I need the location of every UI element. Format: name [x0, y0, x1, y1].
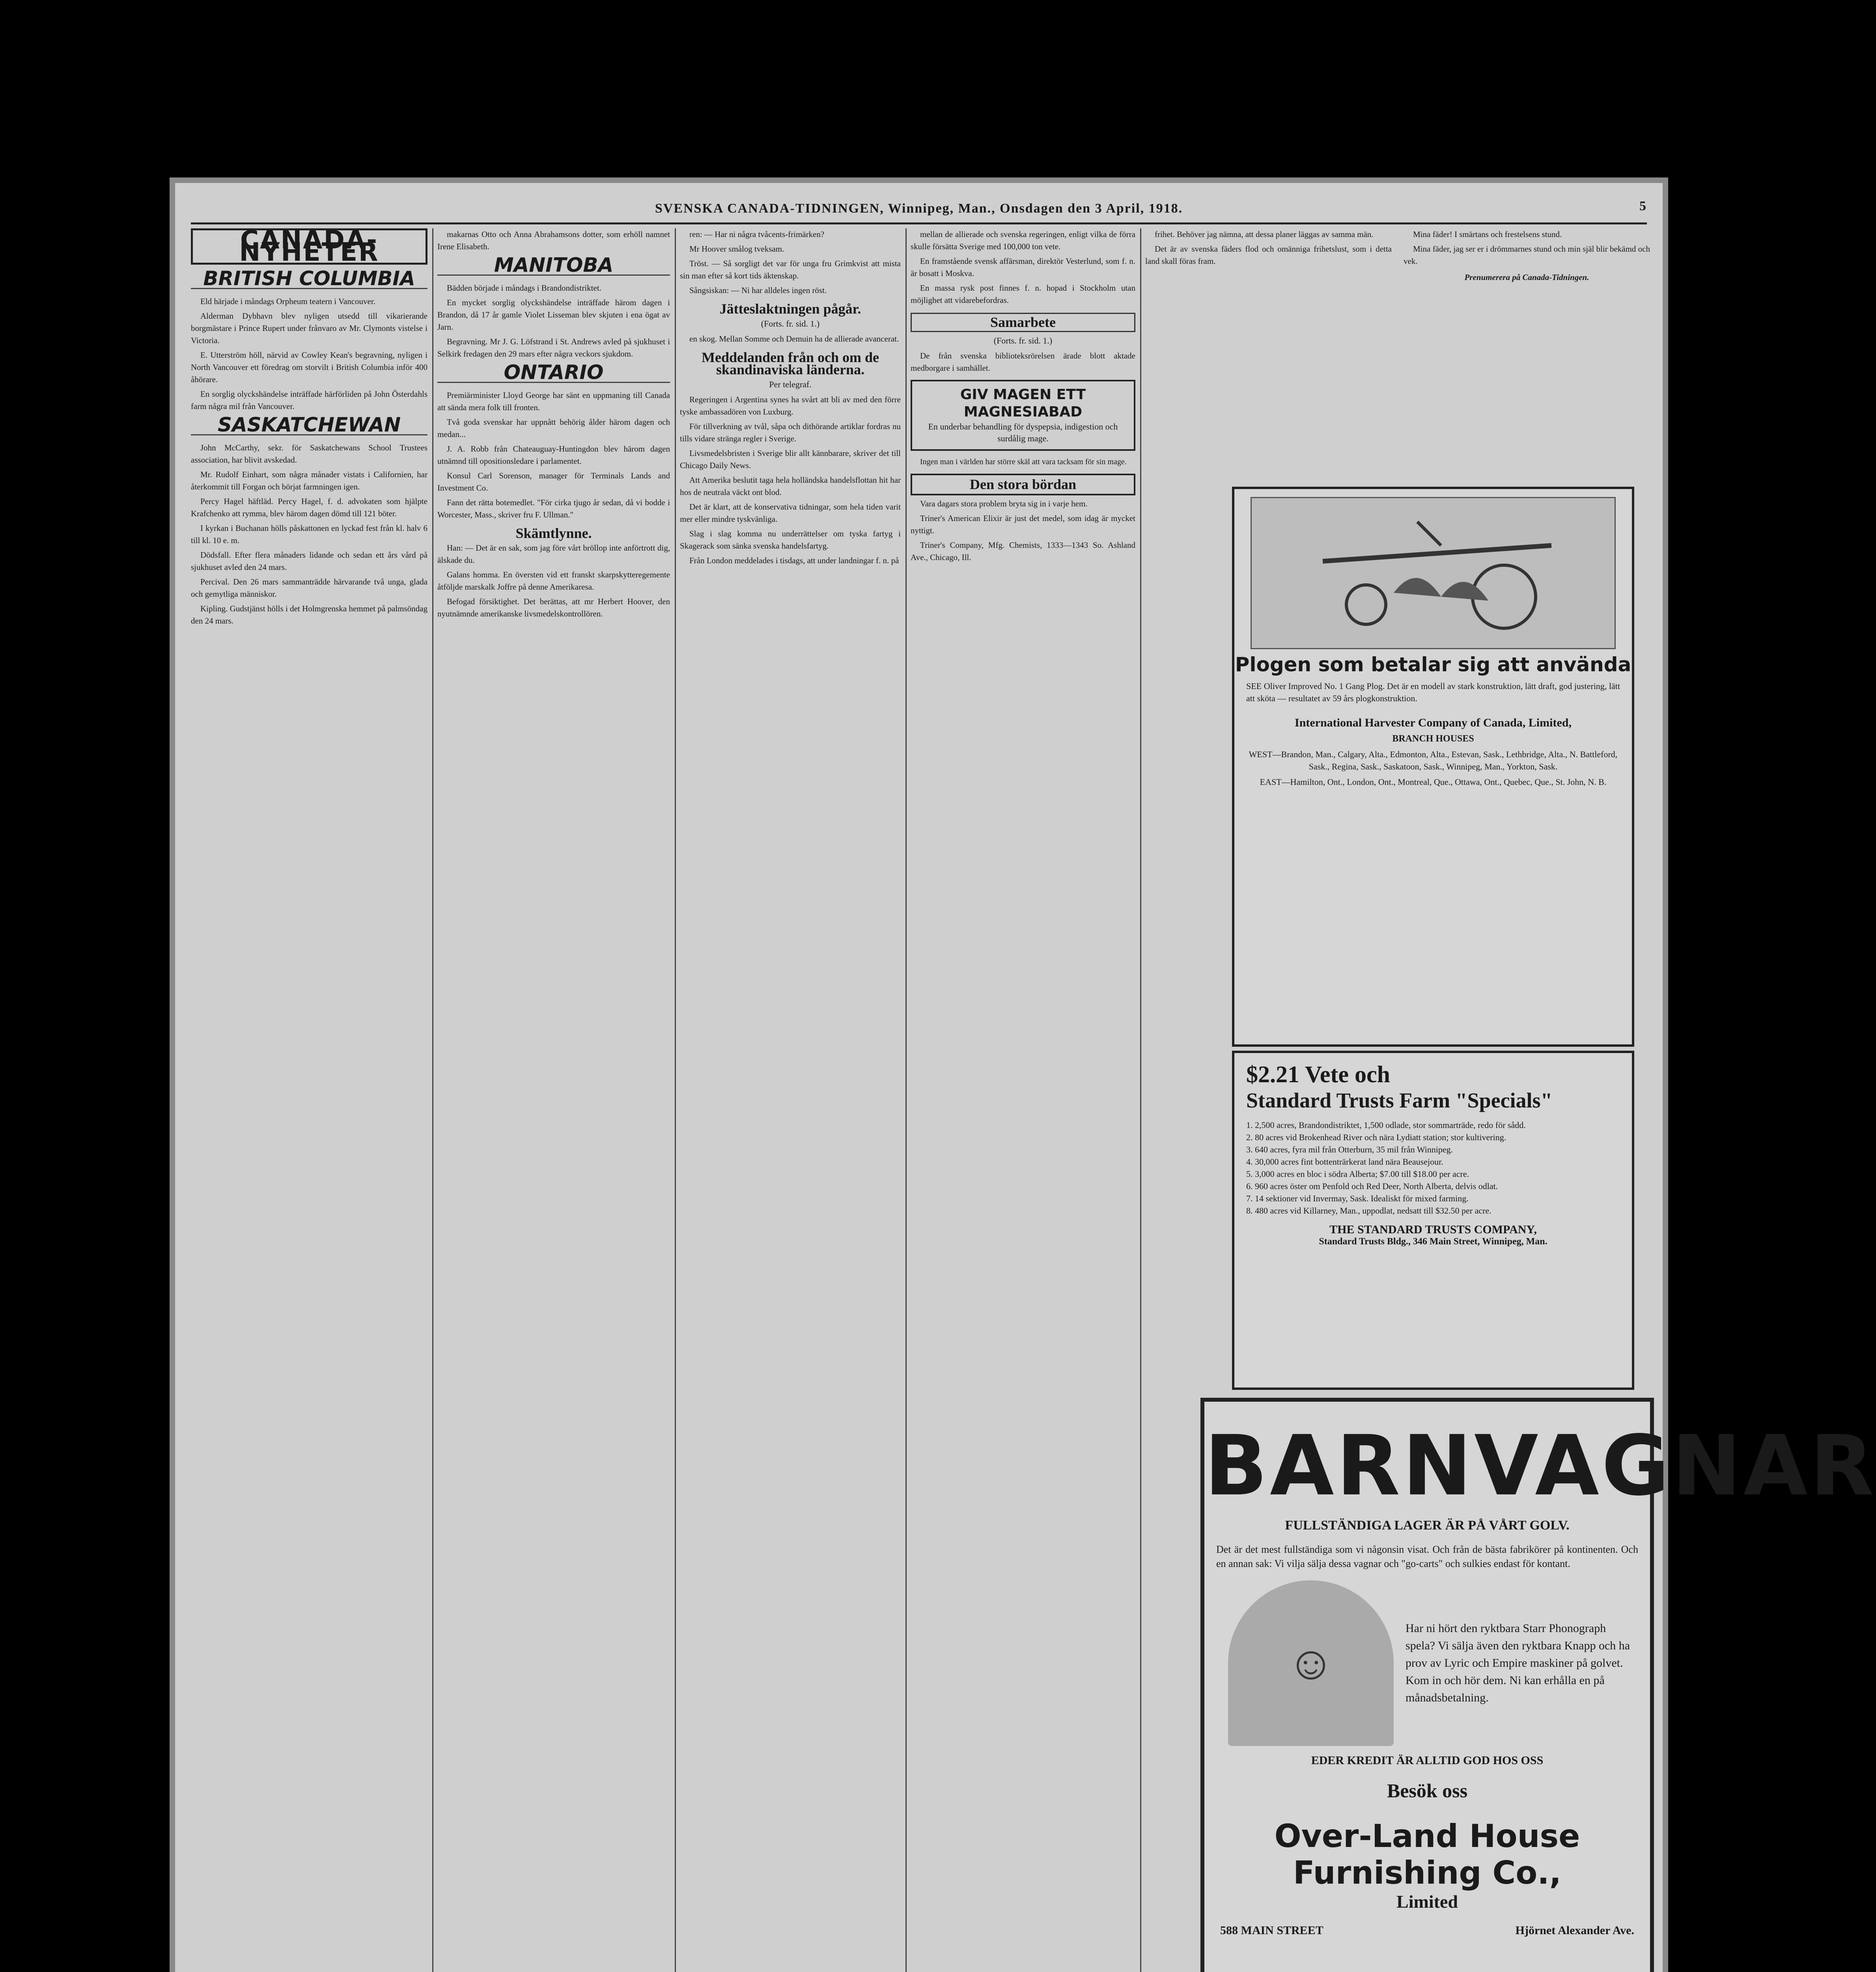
magnesia-ad	[911, 380, 1135, 451]
subscribe-note: Prenumerera på Canada-Tidningen.	[1464, 273, 1589, 282]
article-paragraph: För tillverkning av tvål, såpa och dithörande artiklar fordras nu tills vidare stränga regler i Sverige.	[680, 422, 901, 443]
article-paragraph: ren: — Har ni några tvåcents-frimärken?	[689, 230, 825, 239]
article-paragraph: En massa rysk post finnes f. n. hopad i Stockholm utan möjlighet att vidarebefordras.	[911, 283, 1135, 305]
article-paragraph: makarnas Otto och Anna Abrahamsons dotter, som erhöll namnet Irene Elisabeth.	[437, 230, 670, 251]
farm-item: 7. 14 sektioner vid Invermay, Sask. Idealiskt för mixed farming.	[1246, 1193, 1469, 1203]
article-paragraph: Premiärminister Lloyd George har sänt en uppmaning till Canada att sända mera folk till fronten.	[437, 390, 670, 412]
article-paragraph: Livsmedelsbristen i Sverige blir allt kännbarare, skriver det till Chicago Daily News.	[680, 448, 901, 470]
per-telegraf-note: Per telegraf.	[769, 379, 812, 389]
page-number: 5	[1639, 199, 1647, 213]
column-5	[1145, 228, 1650, 512]
article-paragraph: Tröst. — Så sorgligt det var för unga fru Grimkvist att mista sin man efter så kort tids äktenskap.	[680, 259, 901, 280]
farm-item: 3. 640 acres, fyra mil från Otterburn, 35 mil från Winnipeg.	[1246, 1145, 1453, 1154]
article-paragraph: En sorglig olyckshändelse inträffade härförliden på John Österdahls farm några mil från Vancouver.	[191, 389, 427, 411]
column-divider	[432, 228, 433, 1972]
column-divider	[1140, 228, 1141, 1972]
barnvagnar-title: BARNVAGNAR	[1204, 1417, 1876, 1514]
column-3	[680, 228, 901, 1972]
article-paragraph: Galans homma. En översten vid ett franskt skarpskytteregemente åtföljde marskalk Joffre på denne Amerikaresa.	[437, 570, 670, 592]
article-paragraph: mellan de allierade och svenska regeringen, enligt vilka de förra skulle försätta Sverige med 100,000 ton vete.	[911, 230, 1135, 251]
overland-street: 588 MAIN STREET	[1220, 1924, 1323, 1937]
article-paragraph: Dödsfall. Efter flera månaders lidande och sedan ett års vård på sjukhuset avled den 24 mars.	[191, 550, 427, 572]
article-paragraph: En mycket sorglig olyckshändelse inträffade härom dagen i Brandon, då 17 år gamle Violet Lisseman blev skjuten i ena ögat av Jarn.	[437, 298, 670, 332]
furniture-subtitle: FULLSTÄNDIGA LAGER ÄR PÅ VÅRT GOLV.	[1285, 1518, 1570, 1533]
column-4	[911, 228, 1135, 1972]
furniture-text: Det är det mest fullständiga som vi någonsin visat. Och från de bästa fabrikörer på kontinenten. Och en annan sak: Vi vilja sälja dessa vagnar och "go-carts" och sulkies endast för kontant.	[1216, 1544, 1638, 1569]
article-paragraph: En framstående svensk affärsman, direktör Vesterlund, som f. n. är bosatt i Moskva.	[911, 256, 1135, 278]
article-paragraph: Kipling. Gudstjänst hölls i det Holmgrenska hemmet på palmsöndag den 24 mars.	[191, 604, 427, 626]
article-paragraph: Begravning. Mr J. G. Löfstrand i St. Andrews avled på sjukhuset i Selkirk fredagen den 29 mars efter några veckors sjukdom.	[437, 337, 670, 359]
article-paragraph: Triner's Company, Mfg. Chemists, 1333—1343 So. Ashland Ave., Chicago, Ill.	[911, 540, 1135, 562]
plough-ad-title: Plogen som betalar sig att använda	[1235, 653, 1631, 676]
plough-ad-text: SEE Oliver Improved No. 1 Gang Plog. Det är en modell av stark konstruktion, lätt draft, god justering, lätt att sköta — resultatet av 59 års plogkonstruktion.	[1246, 681, 1620, 703]
phonograph-text: Har ni hört den ryktbara Starr Phonograph spela? Vi sälja även den ryktbara Knapp och ha prov av Lyric och Empire maskiner på golvet. Kom in och hör dem. Ni kan erhålla en på månadsbetalning.	[1406, 1622, 1630, 1704]
plough-illustration	[1251, 497, 1616, 649]
article-paragraph: Från London meddelades i tisdags, att under landningar f. n. på	[689, 556, 899, 565]
plough-icon	[1275, 514, 1591, 632]
article-paragraph: De från svenska biblioteksrörelsen ärade blott aktade medborgare i samhället.	[911, 351, 1135, 373]
trust-ad-title-2: Standard Trusts Farm "Specials"	[1246, 1089, 1553, 1112]
magnesia-ad-subtitle: En underbar behandling för dyspepsia, indigestion och surdålig mage.	[928, 422, 1118, 443]
skamtlynne-heading: Skämtlynne.	[515, 525, 592, 541]
article-paragraph: Befogad försiktighet. Det berättas, att mr Herbert Hoover, den nyutnämnde amerikanske livsmedelskontrollören.	[437, 597, 670, 618]
ontario-heading: ONTARIO	[437, 366, 670, 383]
article-paragraph: Det är av svenska fäders flod och omänniga frihetslust, som i detta land skall föras fram.	[1145, 244, 1392, 266]
newspaper-page	[170, 177, 1876, 1972]
branch-east: EAST—Hamilton, Ont., London, Ont., Montreal, Que., Ottawa, Ont., Quebec, Que., St. John, N. B.	[1260, 777, 1607, 787]
article-paragraph: I kyrkan i Buchanan hölls påskattonen en lyckad fest från kl. halv 6 till kl. 10 e. m.	[191, 523, 427, 545]
continued-note: (Forts. fr. sid. 1.)	[761, 319, 820, 329]
article-paragraph: frihet. Behöver jag nämna, att dessa planer läggas av samma män.	[1155, 230, 1374, 239]
article-paragraph: Det är klart, att de konservativa tidningar, som hela tiden varit mer eller mindre tyskvänliga.	[680, 502, 901, 524]
stora-bordan-heading: Den stora bördan	[911, 474, 1135, 495]
article-paragraph: Fann det rätta botemedlet. "För cirka tjugo år sedan, då vi bodde i Worcester, Mass., skriver fru F. Ullman."	[437, 498, 670, 519]
article-paragraph: E. Utterström höll, närvid av Cowley Kean's begravning, nyligen i North Vancouver ett föredrag om storvilt i British Columbia inför 400 åhörare.	[191, 350, 427, 384]
article-paragraph: Regeringen i Argentina synes ha svårt att bli av med den förre tyske ambassadören von Luxburg.	[680, 395, 901, 416]
article-paragraph: J. A. Robb från Chateauguay-Huntingdon blev härom dagen utnämnd till opositionsledare i parlamentet.	[437, 444, 670, 466]
article-paragraph: Två goda svenskar har uppnått behörig ålder härom dagen och medan...	[437, 417, 670, 439]
header-title: SVENSKA CANADA-TIDNINGEN, Winnipeg, Man., Onsdagen den 3 April, 1918.	[655, 201, 1183, 216]
standard-trusts-advertisement	[1232, 1051, 1634, 1390]
samarbete-heading: Samarbete	[911, 313, 1135, 332]
column-1	[191, 228, 427, 1972]
trust-company: THE STANDARD TRUSTS COMPANY,	[1329, 1223, 1537, 1236]
furniture-advertisement	[1200, 1398, 1876, 1972]
article-paragraph: Ingen man i världen har större skäl att vara tacksam för sin mage.	[920, 458, 1127, 466]
article-paragraph: Att Amerika beslutit taga hela holländska handelsflottan hit har hos de neutrala väckt ont blod.	[680, 475, 901, 497]
trust-address: Standard Trusts Bldg., 346 Main Street, Winnipeg, Man.	[1319, 1236, 1547, 1247]
credit-line: EDER KREDIT ÄR ALLTID GOD HOS OSS	[1311, 1754, 1544, 1767]
column-2	[437, 228, 670, 1972]
article-paragraph: Eld härjade i måndags Orpheum teatern i Vancouver.	[200, 297, 375, 306]
article-paragraph: Mr. Rudolf Einhart, som några månader vistats i Californien, har återkommit till Forgan och börjat farmningen igen.	[191, 470, 427, 491]
farm-item: 5. 3,000 acres en bloc i södra Alberta; $7.00 till $18.00 per acre.	[1246, 1169, 1469, 1179]
overland-company: Over-Land House Furnishing Co.,	[1274, 1818, 1580, 1891]
article-paragraph: Alderman Dybhavn blev nyligen utsedd till vikarierande borgmästare i Prince Rupert under frånvaro av Mr. Clymonts vistelse i Victoria.	[191, 311, 427, 345]
magnesia-ad-title: GIV MAGEN ETT MAGNESIABAD	[960, 387, 1086, 420]
column-divider	[905, 228, 907, 1972]
article-paragraph: Percy Hagel häftläd. Percy Hagel, f. d. advokaten som hjälpte Krafchenko att rymma, blev härom dagen dömd till 121 böter.	[191, 497, 427, 518]
article-paragraph: Vara dagars stora problem bryta sig in i varje hem.	[920, 499, 1088, 508]
continued-note: (Forts. fr. sid. 1.)	[993, 336, 1053, 345]
trust-ad-title-1: $2.21 Vete och	[1246, 1061, 1390, 1087]
overland-limited: Limited	[1396, 1892, 1458, 1912]
overland-corner: Hjörnet Alexander Ave.	[1515, 1924, 1634, 1937]
article-paragraph: Sångsiskan: — Ni har alldeles ingen röst.	[689, 286, 827, 295]
article-paragraph: Mina fäder, jag ser er i drömmarnes stund och min själ blir bekämd och vek.	[1404, 244, 1650, 266]
plough-advertisement	[1232, 487, 1634, 1047]
article-paragraph: Mina fäder! I smärtans och frestelsens stund.	[1413, 230, 1562, 239]
article-paragraph: Han: — Det är en sak, som jag före vårt bröllop inte anförtrott dig, älskade du.	[437, 543, 670, 565]
jatteslaktningen-heading: Jätteslaktningen pågår.	[719, 301, 861, 317]
farm-item: 6. 960 acres öster om Penfold och Red Deer, North Alberta, delvis odlat.	[1246, 1181, 1498, 1191]
manitoba-heading: MANITOBA	[437, 259, 670, 276]
article-paragraph: Percival. Den 26 mars sammanträdde härvarande två unga, glada och gemytliga människor.	[191, 577, 427, 599]
saskatchewan-heading: SASKATCHEWAN	[191, 419, 427, 435]
column-divider	[675, 228, 676, 1972]
page-header	[191, 195, 1647, 224]
article-paragraph: Triner's American Elixir är just det medel, som idag är mycket nyttigt.	[911, 514, 1135, 535]
article-paragraph: en skog. Mellan Somme och Demuin ha de allierade avancerat.	[689, 334, 899, 344]
article-paragraph: Bädden började i måndags i Brandondistriktet.	[447, 283, 601, 293]
branch-houses-title: BRANCH HOUSES	[1392, 734, 1474, 744]
article-paragraph: Mr Hoover smålog tveksam.	[689, 244, 784, 254]
farm-item: 8. 480 acres vid Killarney, Man., uppodlat, nedsatt till $32.50 per acre.	[1246, 1206, 1491, 1216]
visit-us: Besök oss	[1387, 1780, 1468, 1802]
farm-item: 2. 80 acres vid Brokenhead River och nära Lydiatt station; stor kultivering.	[1246, 1132, 1506, 1142]
article-paragraph: Slag i slag komma nu underrättelser om tyska fartyg i Skagerack som sänka svenska handelsfartyg.	[680, 529, 901, 551]
article-paragraph: Konsul Carl Sorenson, manager för Terminals Lands and Investment Co.	[437, 471, 670, 493]
article-paragraph: John McCarthy, sekr. för Saskatchewans School Trustees association, har blivit avskedad.	[191, 443, 427, 465]
canada-nyheter-masthead: CANADA-NYHETER	[191, 228, 427, 265]
man-portrait-icon: ☺	[1228, 1580, 1394, 1746]
branch-west: WEST—Brandon, Man., Calgary, Alta., Edmonton, Alta., Estevan, Sask., Lethbridge, Alta., N. Battleford, Sask., Regina, Sask., Saskatoon, Sask., Winnipeg, Man., Yorkton, Sask.	[1249, 749, 1618, 771]
harvester-company: International Harvester Company of Canada, Limited,	[1295, 716, 1572, 729]
british-columbia-heading: BRITISH COLUMBIA	[191, 273, 427, 289]
skandinaviska-heading: Meddelanden från och om de skandinaviska länderna.	[702, 349, 879, 377]
farm-item: 1. 2,500 acres, Brandondistriktet, 1,500 odlade, stor sommarträde, redo för sådd.	[1246, 1120, 1526, 1130]
farm-item: 4. 30,000 acres fint bottenträrkerat land nära Beausejour.	[1246, 1157, 1443, 1167]
